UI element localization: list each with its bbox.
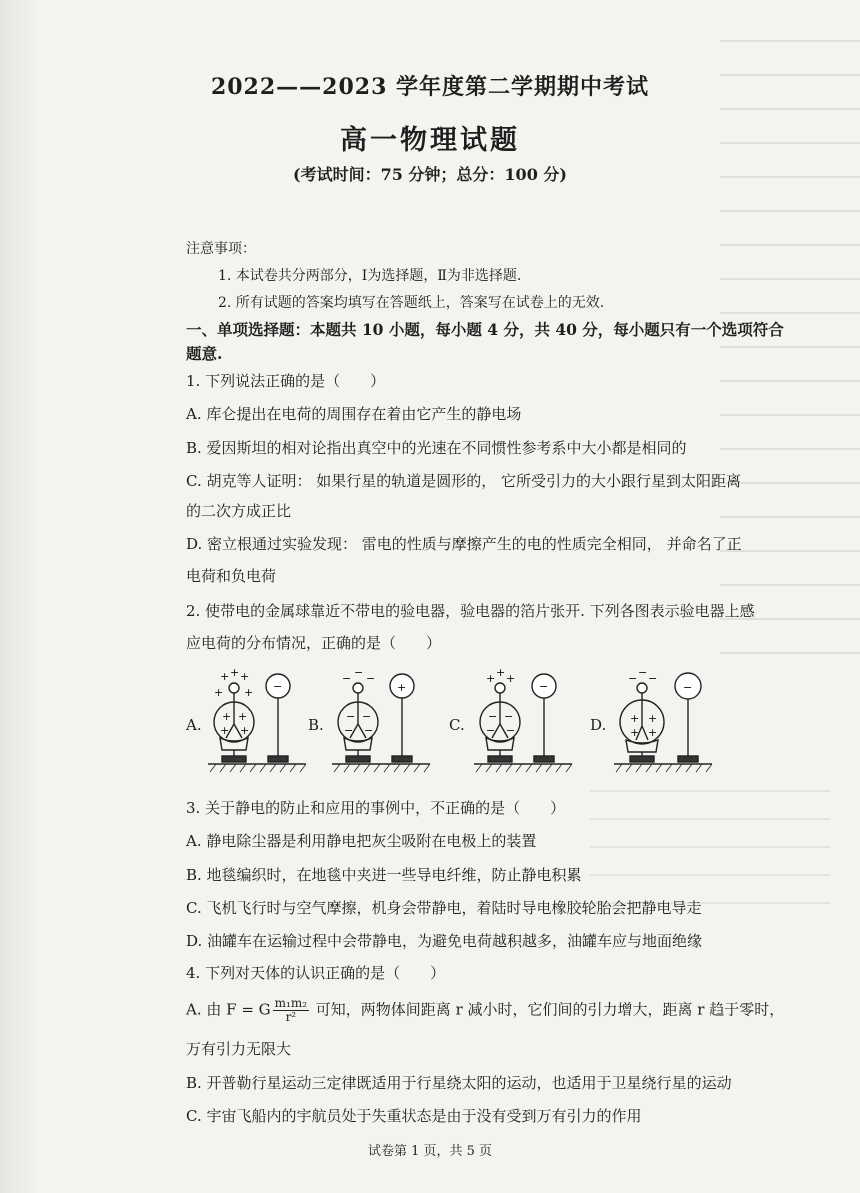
svg-text:+: + bbox=[486, 672, 496, 685]
q4-option-c: C. 宇宙飞船内的宇航员处于失重状态是由于没有受到万有引力的作用 bbox=[186, 1107, 642, 1125]
q4-option-b: B. 开普勒行星运动三定律既适用于行星绕太阳的运动，也适用于卫星绕行星的运动 bbox=[186, 1074, 732, 1092]
q1-option-c-line2: 的二次方成正比 bbox=[186, 502, 292, 520]
svg-text:+: + bbox=[240, 724, 250, 737]
svg-text:+: + bbox=[397, 681, 407, 694]
svg-text:+: + bbox=[630, 726, 640, 739]
svg-text:+: + bbox=[220, 724, 230, 737]
q2-stem-line1: 2. 使带电的金属球靠近不带电的验电器，验电器的箔片张开. 下列各图表示验电器上感 bbox=[186, 602, 755, 620]
formula-fraction bbox=[273, 997, 309, 1024]
svg-text:+: + bbox=[240, 670, 250, 683]
q3-option-b: B. 地毯编织时，在地毯中夹进一些导电纤维，防止静电积累 bbox=[186, 866, 582, 884]
svg-text:+: + bbox=[230, 666, 240, 679]
svg-text:−: − bbox=[342, 672, 352, 685]
section-heading-line2: 题意. bbox=[186, 344, 223, 363]
svg-text:+: + bbox=[506, 672, 516, 685]
formula-denominator: r² bbox=[285, 1010, 297, 1024]
q2-label-b: B. bbox=[308, 716, 324, 734]
q4-option-a-line2: 万有引力无限大 bbox=[186, 1040, 292, 1058]
svg-text:−: − bbox=[366, 672, 376, 685]
svg-text:+: + bbox=[222, 710, 232, 723]
svg-text:−: − bbox=[504, 710, 514, 723]
svg-text:−: − bbox=[354, 666, 364, 679]
notice-item-2: 2. 所有试题的答案均填写在答题纸上，答案写在试卷上的无效. bbox=[218, 295, 605, 311]
q4-option-a-line1 bbox=[186, 997, 784, 1024]
electroscope-figure-c bbox=[472, 664, 576, 774]
svg-text:+: + bbox=[496, 666, 506, 679]
q3-stem: 3. 关于静电的防止和应用的事例中，不正确的是（ ） bbox=[186, 799, 566, 817]
exam-meta: (考试时间：75 分钟；总分：100 分) bbox=[293, 165, 567, 184]
section-heading-line1: 一、单项选择题：本题共 10 小题，每小题 4 分，共 40 分，每小题只有一个选项符合 bbox=[186, 320, 784, 339]
svg-text:−: − bbox=[273, 680, 283, 693]
svg-text:+: + bbox=[648, 712, 658, 725]
formula-numerator: m₁m₂ bbox=[274, 996, 308, 1010]
svg-text:−: − bbox=[648, 672, 658, 685]
svg-text:−: − bbox=[486, 724, 496, 737]
svg-text:−: − bbox=[506, 724, 516, 737]
svg-text:−: − bbox=[638, 666, 648, 679]
svg-text:+: + bbox=[214, 686, 224, 699]
q3-option-d: D. 油罐车在运输过程中会带静电，为避免电荷越积越多，油罐车应与地面绝缘 bbox=[186, 932, 703, 950]
svg-text:−: − bbox=[346, 710, 356, 723]
q1-option-d-line2: 电荷和负电荷 bbox=[186, 567, 277, 585]
q1-option-d-line1: D. 密立根通过实验发现： 雷电的性质与摩擦产生的电的性质完全相同， 并命名了正 bbox=[186, 535, 742, 553]
svg-text:−: − bbox=[364, 724, 374, 737]
svg-text:−: − bbox=[344, 724, 354, 737]
q3-option-a: A. 静电除尘器是利用静电把灰尘吸附在电极上的装置 bbox=[186, 832, 537, 850]
electroscope-figure-a bbox=[206, 664, 310, 774]
q2-label-d: D. bbox=[590, 716, 607, 734]
svg-text:+: + bbox=[238, 710, 248, 723]
electroscope-figure-b bbox=[330, 664, 434, 774]
q2-stem-line2: 应电荷的分布情况，正确的是（ ） bbox=[186, 634, 442, 652]
q2-label-c: C. bbox=[449, 716, 465, 734]
q1-option-a: A. 库仑提出在电荷的周围存在着由它产生的静电场 bbox=[186, 405, 522, 423]
svg-text:+: + bbox=[630, 712, 640, 725]
svg-text:+: + bbox=[244, 686, 254, 699]
q1-option-b: B. 爱因斯坦的相对论指出真空中的光速在不同惯性参考系中大小都是相同的 bbox=[186, 439, 687, 457]
electroscope-figure-d bbox=[612, 664, 716, 774]
notice-item-1: 1. 本试卷共分两部分，Ⅰ为选择题，Ⅱ为非选择题. bbox=[218, 268, 522, 284]
exam-title: 2022——2023 学年度第二学期期中考试 bbox=[210, 74, 650, 100]
q2-label-a: A. bbox=[186, 716, 202, 734]
exam-subject: 高一物理试题 bbox=[340, 125, 520, 156]
q4-option-a-suffix: 可知，两物体间距离 r 减小时，它们间的引力增大，距离 r 趋于零时， bbox=[311, 1000, 785, 1019]
svg-text:−: − bbox=[488, 710, 498, 723]
q3-option-c: C. 飞机飞行时与空气摩擦，机身会带静电，着陆时导电橡胶轮胎会把静电导走 bbox=[186, 899, 702, 917]
svg-text:−: − bbox=[683, 681, 693, 694]
svg-text:+: + bbox=[220, 670, 230, 683]
svg-text:−: − bbox=[539, 680, 549, 693]
svg-text:−: − bbox=[628, 672, 638, 685]
q1-stem: 1. 下列说法正确的是（ ） bbox=[186, 372, 386, 390]
q1-option-c-line1: C. 胡克等人证明： 如果行星的轨道是圆形的， 它所受引力的大小跟行星到太阳距离 bbox=[186, 472, 742, 490]
q4-stem: 4. 下列对天体的认识正确的是（ ） bbox=[186, 964, 446, 982]
q4-option-a-prefix: A. 由 F = G bbox=[186, 1000, 271, 1019]
svg-text:+: + bbox=[648, 726, 658, 739]
page-footer: 试卷第 1 页，共 5 页 bbox=[367, 1144, 493, 1159]
notice-heading: 注意事项： bbox=[186, 241, 256, 257]
svg-text:−: − bbox=[362, 710, 372, 723]
